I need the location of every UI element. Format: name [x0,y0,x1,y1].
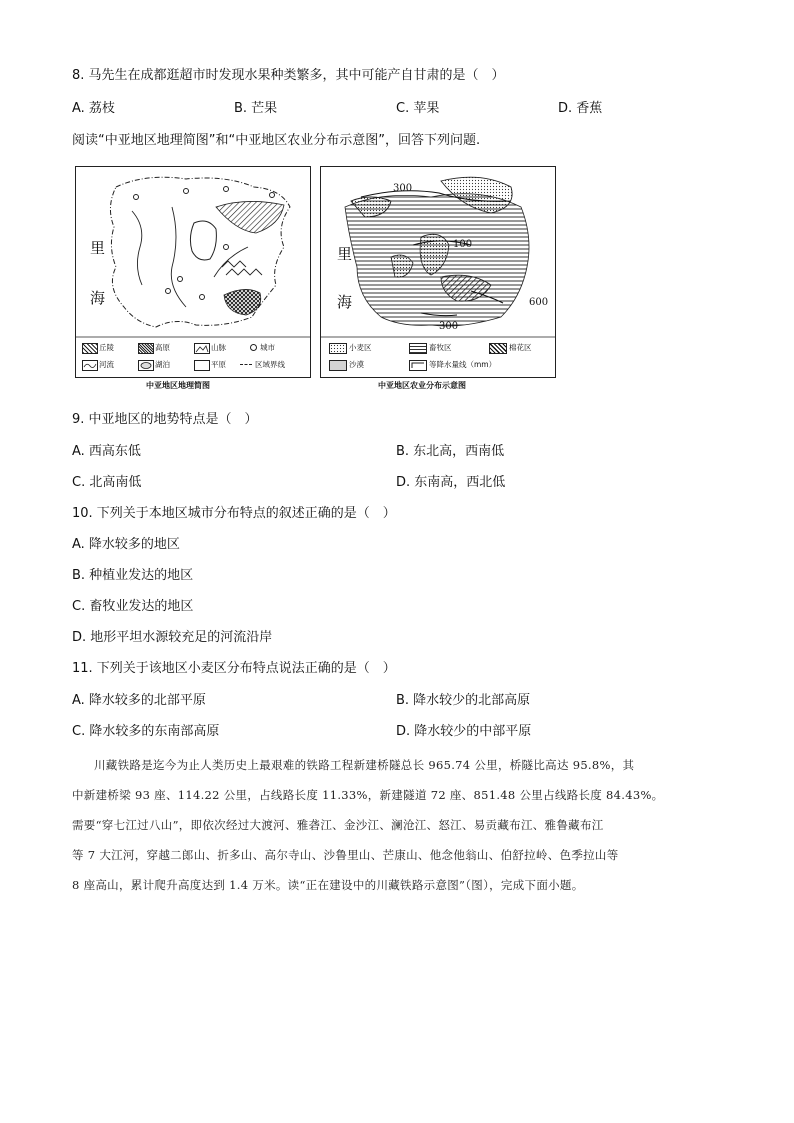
q11-option-a: A. 降水较多的北部平原 [72,693,206,708]
mountain-swatch-icon [194,343,210,354]
legend-city: 城市 [260,343,275,352]
q9-stem: 9. 中亚地区的地势特点是（ ） [72,412,258,427]
legend-mountains: 山脉 [211,343,226,352]
q11-option-b: B. 降水较少的北部高原 [396,693,531,708]
legend-cotton: 棉花区 [509,343,532,352]
legend-plateau: 高原 [155,343,170,352]
passage [72,750,722,900]
livestock-swatch-icon [409,343,427,354]
caspian-sea-label-2: 海 [337,293,353,311]
plateau-swatch-icon [138,343,154,354]
plain-swatch-icon [194,360,210,371]
legend-hills: 丘陵 [99,343,114,352]
q11-stem: 11. 下列关于该地区小麦区分布特点说法正确的是（ ） [72,661,396,676]
legend-wheat: 小麦区 [349,343,372,352]
legend-lake: 湖泊 [155,360,170,369]
agriculture-legend-row-2 [329,358,551,372]
legend-isoline: 等降水量线（mm） [429,360,497,369]
q10-option-b: B. 种植业发达的地区 [72,568,194,583]
passage-line-2: 中新建桥梁 93 座、114.22 公里，占线路长度 11.33%，新建隧道 72 座、851.48 公里占线路长度 84.43%。 [72,788,664,802]
q9-option-d: D. 东南高，西北低 [396,475,506,490]
passage-line-1: 川藏铁路是迄今为止人类历史上最艰难的铁路工程新建桥隧总长 965.74 公里，桥隧比高达 95.8%，其 [94,758,635,772]
central-asia-geography-map [75,166,311,378]
q10-option-c: C. 畜牧业发达的地区 [72,599,194,614]
q8-option-b: B. 芒果 [234,101,278,116]
legend-boundary: 区域界线 [255,360,285,369]
legend-livestock: 畜牧区 [429,343,452,352]
agriculture-legend-row-1 [329,341,551,355]
geography-legend-row-1 [82,341,306,355]
geography-legend-row-2 [82,358,306,372]
caspian-sea-label-1: 里 [90,239,106,257]
wheat-swatch-icon [329,343,347,354]
agriculture-map-caption: 中亚地区农业分布示意图 [378,381,466,390]
isoline-swatch-icon [409,360,427,371]
passage-line-5: 8 座高山，累计爬升高度达到 1.4 万米。读“正在建设中的川藏铁路示意图”（图），完成下面小题。 [72,878,584,892]
desert-swatch-icon [329,360,347,371]
q9-option-c: C. 北高南低 [72,475,142,490]
isoline-label-south: 300 [439,321,459,332]
q8-option-c: C. 苹果 [396,101,440,116]
q9-option-a: A. 西高东低 [72,444,141,459]
legend-river: 河流 [99,360,114,369]
q10-option-d: D. 地形平坦水源较充足的河流沿岸 [72,630,273,645]
q10-option-a: A. 降水较多的地区 [72,537,180,552]
passage-line-4: 等 7 大江河，穿越二郎山、折多山、高尔寺山、沙鲁里山、芒康山、他念他翁山、伯舒拉岭、色季拉山等 [72,848,619,862]
passage-line-3: 需要“穿七江过八山”，即依次经过大渡河、雅砻江、金沙江、澜沧江、怒江、易贡藏布江、雅鲁藏布江 [72,818,604,832]
legend-plain: 平原 [211,360,226,369]
hills-swatch-icon [82,343,98,354]
q8-option-a: A. 荔枝 [72,101,115,116]
central-asia-agriculture-map [320,166,556,378]
city-icon [250,344,257,351]
q10-stem: 10. 下列关于本地区城市分布特点的叙述正确的是（ ） [72,506,396,521]
isoline-label-east: 600 [529,297,549,308]
q9-option-b: B. 东北高，西南低 [396,444,505,459]
river-swatch-icon [82,360,98,371]
q8-stem: 8. 马先生在成都逛超市时发现水果种类繁多，其中可能产自甘肃的是（ ） [72,68,505,83]
intro-text: 阅读“中亚地区地理简图”和“中亚地区农业分布示意图”，回答下列问题. [72,133,481,148]
caspian-sea-label-1: 里 [337,245,353,263]
legend-desert: 沙漠 [349,360,364,369]
isoline-label-north: 300 [393,183,413,194]
caspian-sea-label-2: 海 [90,289,106,307]
geography-map-caption: 中亚地区地理简图 [146,381,210,390]
isoline-label-center: 100 [453,239,473,250]
boundary-line-icon [240,364,252,365]
q11-option-d: D. 降水较少的中部平原 [396,724,532,739]
cotton-swatch-icon [489,343,507,354]
q11-option-c: C. 降水较多的东南部高原 [72,724,220,739]
q8-option-d: D. 香蕉 [558,101,603,116]
lake-swatch-icon [138,360,154,371]
